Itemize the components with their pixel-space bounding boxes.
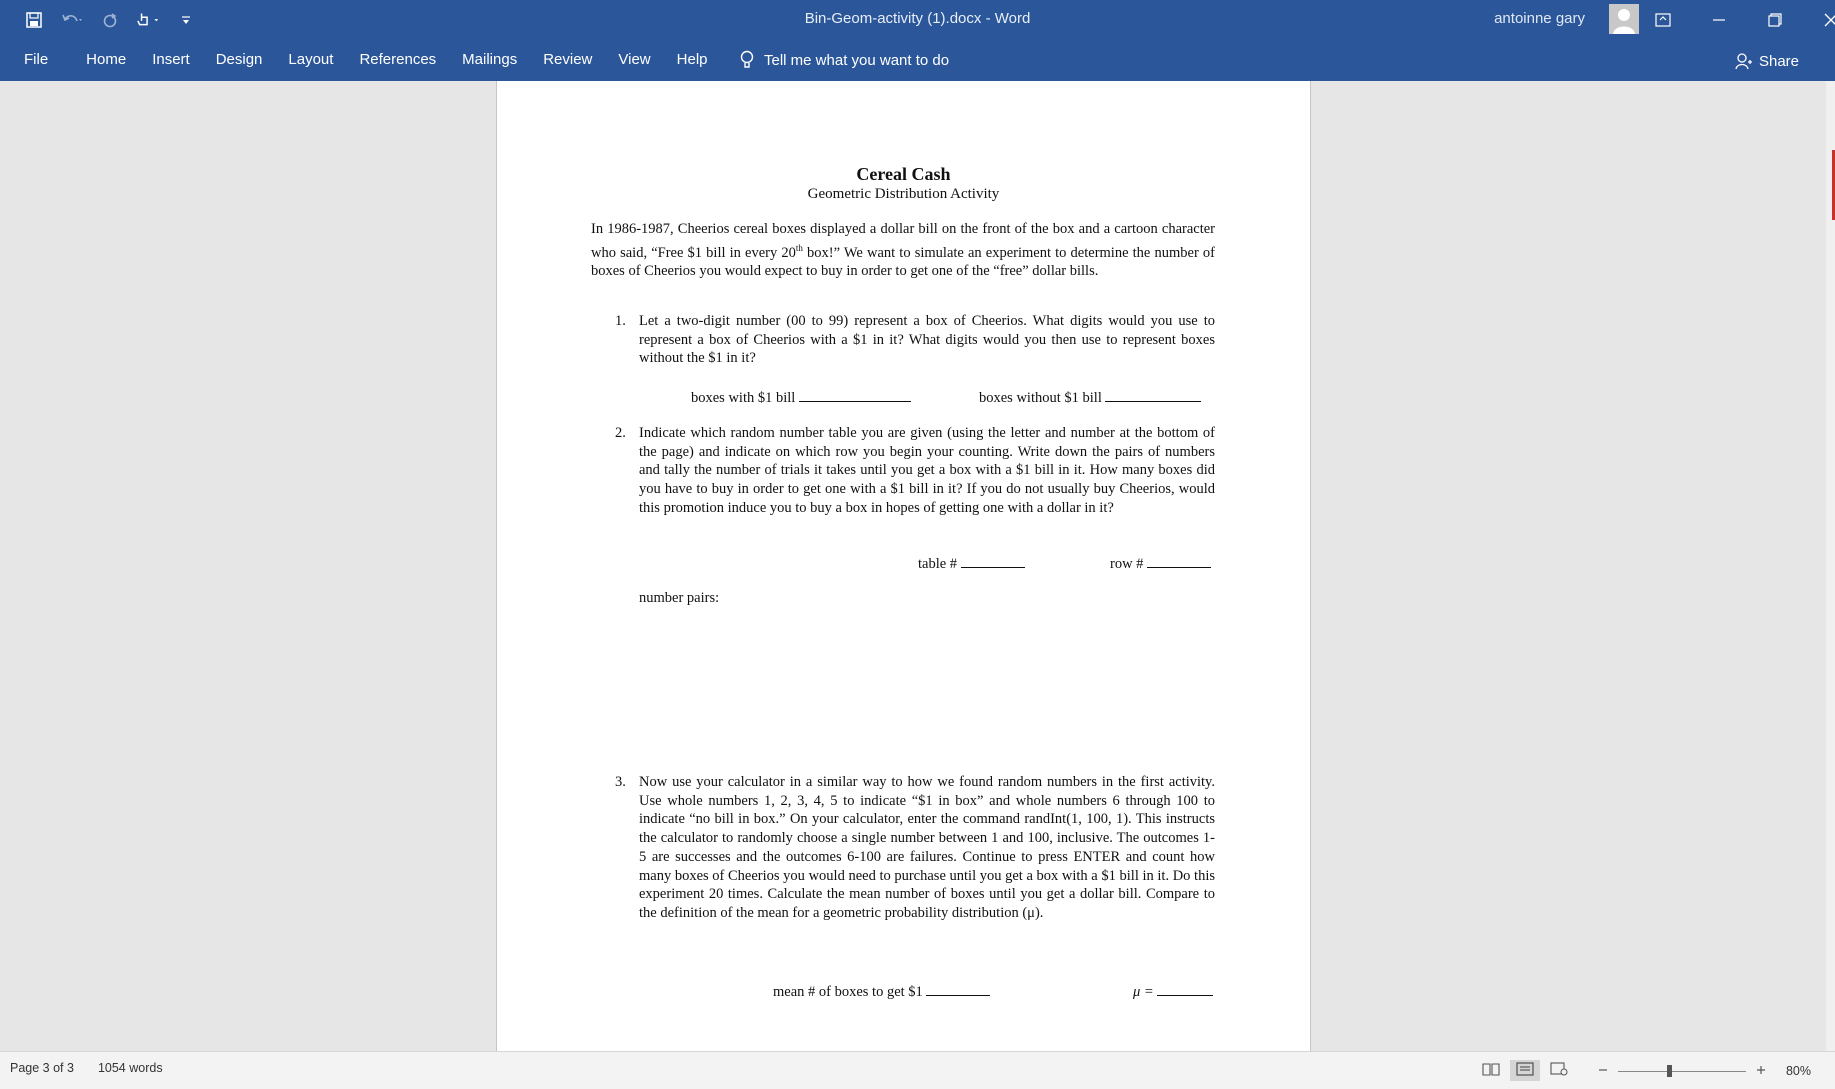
minimize-button[interactable]: [1691, 0, 1747, 40]
mu-blank[interactable]: [1157, 981, 1213, 996]
boxes-with-bill-blank[interactable]: [799, 387, 911, 402]
question-2-text: Indicate which random number table you are given (using the letter and number at the bottom of the page) and indicate on which row you begin your counting. Write down the pairs of numbers and tally the number of trials it takes until you get a box with a $1 bill in it. How many boxes did you have to buy in order to get one with a $1 bill in it? If you do not usually buy Cheerios, would this promotion induce you to buy a box in hopes of getting one with a dollar in it?: [639, 425, 1215, 516]
user-name[interactable]: antoinne gary: [1494, 10, 1585, 27]
answer-mean-boxes[interactable]: [773, 981, 990, 1001]
intro-superscript: th: [795, 242, 803, 253]
number-pairs-label: number pairs:: [639, 590, 720, 606]
zoom-controls: [1482, 1060, 1811, 1081]
table-number-label: table #: [918, 556, 958, 572]
mu-label: μ =: [1133, 984, 1154, 1000]
table-number-blank[interactable]: [961, 553, 1025, 568]
answer-boxes-without-bill[interactable]: [979, 387, 1201, 407]
tab-references[interactable]: References: [359, 51, 437, 68]
answer-boxes-with-bill[interactable]: [691, 387, 911, 407]
intro-text-b: box!” We want to simulate an experiment to determine the number of boxes of Cheerios you would expect to buy in order to get one of the “free” dollar bills.: [591, 244, 1215, 280]
zoom-slider-thumb[interactable]: [1667, 1065, 1672, 1077]
read-mode-icon: [1482, 1062, 1500, 1076]
print-layout-button[interactable]: [1510, 1060, 1540, 1081]
document-subtitle: Geometric Distribution Activity: [807, 186, 1000, 202]
share-person-icon: [1735, 52, 1753, 70]
zoom-out-button[interactable]: [1598, 1064, 1608, 1078]
ribbon: [0, 40, 1835, 81]
question-1: [615, 312, 1215, 368]
mean-boxes-label: mean # of boxes to get $1: [773, 984, 923, 1000]
question-1-text: Let a two-digit number (00 to 99) represent a box of Cheerios. What digits would you use to represent a box of Cheerios with a $1 in it? What digits would you then use to represent boxes without the $1 in it?: [639, 313, 1215, 367]
close-button[interactable]: [1803, 0, 1835, 40]
question-3-text: Now use your calculator in a similar way to how we found random numbers in the first activity. Use whole numbers 1, 2, 3, 4, 5 to indicate “$1 in box” and whole numbers 6 through 100 to indicate “no bill in box.” On your calculator, enter the command randInt(1, 100, 1). This instructs the calculator to randomly choose a single number between 1 and 100, inclusive. The outcomes 1-5 are successes and the outcomes 6-100 are failures. Continue to press ENTER and count how many boxes of Cheerios you would need to purchase until you get a box with a $1 bill in it. Do this experiment 20 times. Calculate the mean number of boxes until you get a dollar bill. Compare to the definition of the mean for a geometric probability distribution (μ).: [639, 774, 1215, 921]
minus-icon: [1598, 1065, 1608, 1075]
question-2-number: 2.: [615, 425, 626, 441]
document-page[interactable]: [496, 81, 1311, 1051]
question-2: [615, 424, 1215, 518]
answer-mu[interactable]: [1133, 981, 1213, 1001]
tab-view[interactable]: View: [618, 51, 651, 68]
tab-mailings[interactable]: Mailings: [462, 51, 518, 68]
status-bar: [0, 1051, 1835, 1089]
tab-home[interactable]: Home: [86, 51, 127, 68]
tell-me-label: Tell me what you want to do: [764, 51, 950, 69]
vertical-scrollbar[interactable]: [1826, 81, 1835, 1051]
close-icon: [1824, 13, 1835, 27]
restore-icon: [1768, 13, 1782, 27]
minimize-icon: [1712, 13, 1726, 27]
title-bar: [0, 0, 1835, 40]
document-title: Cereal Cash: [856, 164, 951, 184]
question-3: [615, 773, 1215, 923]
answer-row-number[interactable]: [1110, 553, 1211, 573]
row-number-blank[interactable]: [1147, 553, 1211, 568]
status-left: [10, 1061, 163, 1075]
read-mode-button[interactable]: [1482, 1062, 1500, 1079]
plus-icon: [1756, 1065, 1766, 1075]
share-label: Share: [1758, 52, 1799, 70]
print-layout-icon: [1516, 1062, 1534, 1076]
ribbon-display-options-button[interactable]: [1635, 0, 1691, 40]
page-indicator[interactable]: Page 3 of 3: [10, 1061, 74, 1075]
mean-boxes-blank[interactable]: [926, 981, 990, 996]
zoom-slider-track: [1618, 1071, 1746, 1072]
answer-table-number[interactable]: [918, 553, 1025, 573]
ribbon-display-icon: [1655, 13, 1671, 27]
tab-layout[interactable]: Layout: [288, 51, 334, 68]
tab-review[interactable]: Review: [543, 51, 593, 68]
boxes-without-bill-label: boxes without $1 bill: [979, 390, 1102, 406]
web-layout-button[interactable]: [1550, 1062, 1568, 1079]
boxes-without-bill-blank[interactable]: [1105, 387, 1201, 402]
tab-help[interactable]: Help: [676, 51, 708, 68]
restore-button[interactable]: [1747, 0, 1803, 40]
question-3-number: 3.: [615, 774, 626, 790]
word-count[interactable]: 1054 words: [97, 1061, 163, 1075]
boxes-with-bill-label: boxes with $1 bill: [691, 390, 796, 406]
row-number-label: row #: [1110, 556, 1144, 572]
zoom-slider[interactable]: [1618, 1064, 1746, 1078]
intro-paragraph: [591, 220, 1215, 281]
tab-insert[interactable]: Insert: [152, 51, 190, 68]
tab-file[interactable]: File: [24, 51, 49, 68]
question-1-number: 1.: [615, 313, 626, 329]
share-button[interactable]: [1735, 52, 1799, 70]
zoom-in-button[interactable]: [1756, 1064, 1766, 1078]
lightbulb-icon: [740, 50, 754, 70]
tell-me-search[interactable]: [740, 50, 949, 70]
zoom-level[interactable]: 80%: [1785, 1063, 1811, 1078]
web-layout-icon: [1550, 1062, 1568, 1076]
tab-design[interactable]: Design: [215, 51, 263, 68]
intro-text-a: In 1986-1987, Cheerios cereal boxes displayed a dollar bill on the front of the box and a cartoon character who said, “Free $1 bill in every 20: [591, 221, 1215, 261]
ribbon-tabs: [24, 51, 734, 68]
window-title: Bin-Geom-activity (1).docx - Word: [804, 10, 1031, 27]
